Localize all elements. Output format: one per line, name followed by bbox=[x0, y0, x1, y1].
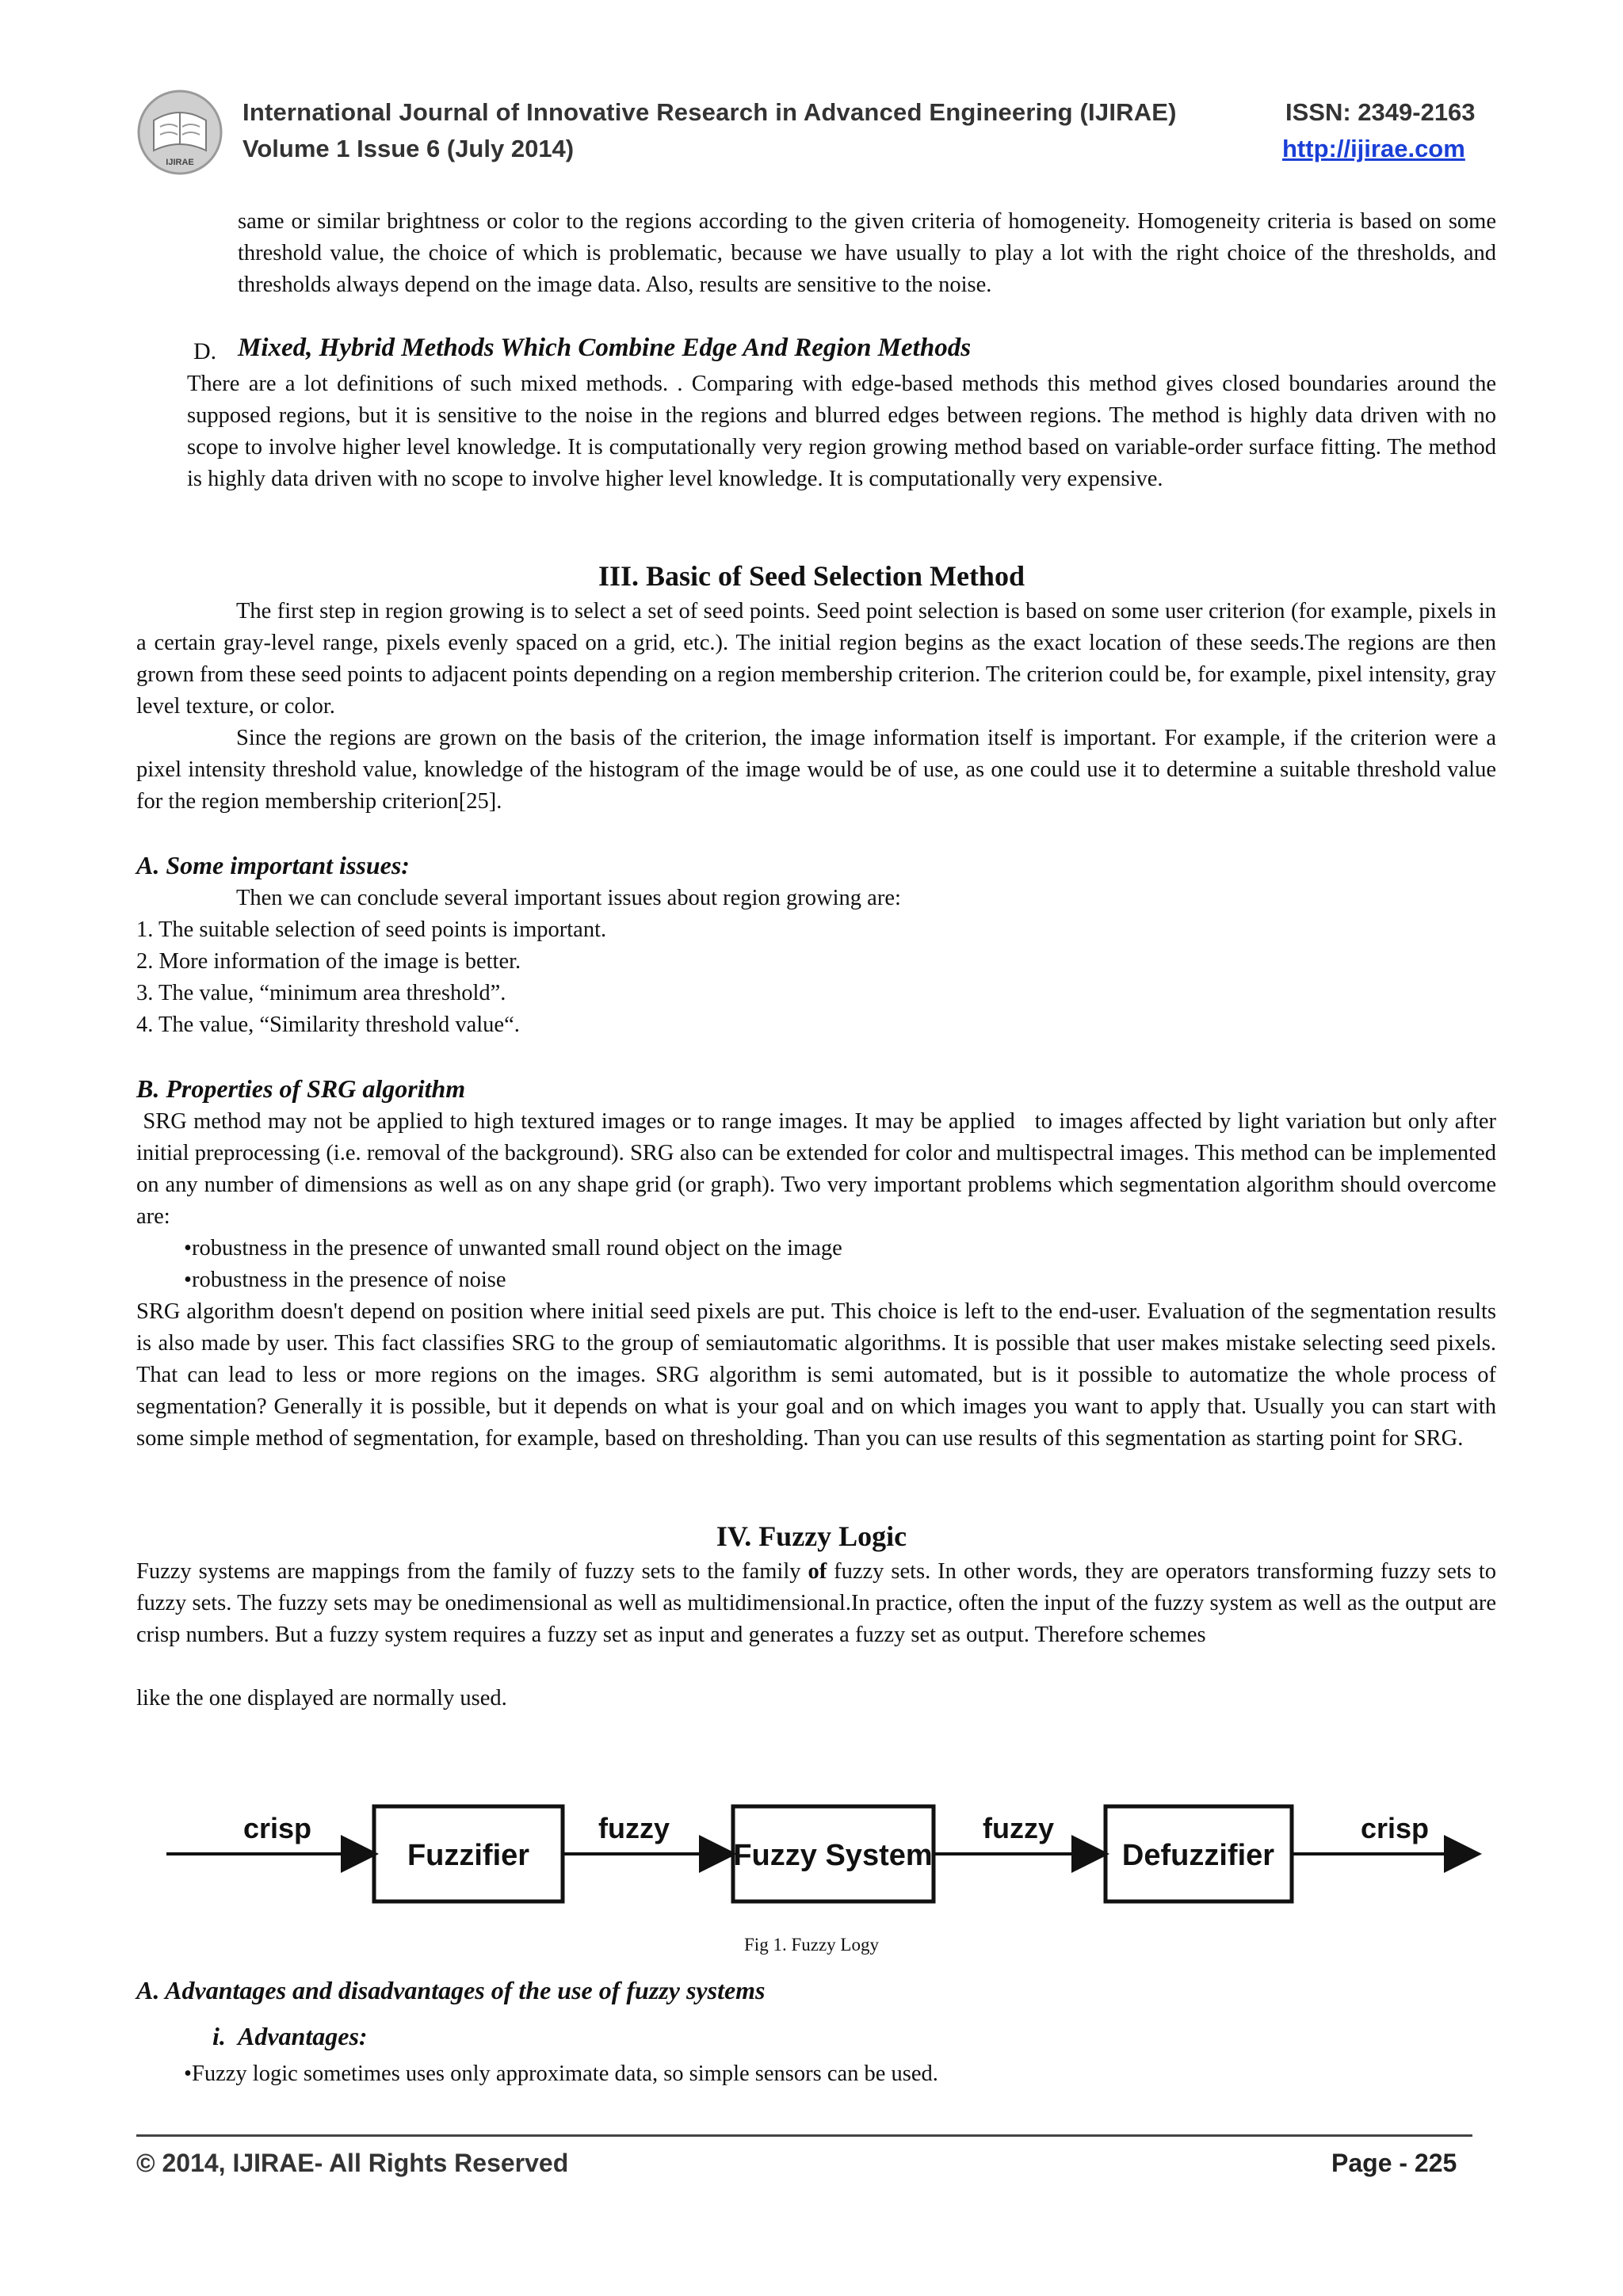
section-4-paragraph-2: like the one displayed are normally used. bbox=[136, 1686, 507, 1711]
advantage-bullet-1-text: Fuzzy logic sometimes uses only approximate data, so simple sensors can be used. bbox=[192, 2061, 938, 2086]
advantages-title: Advantages: bbox=[238, 2022, 368, 2050]
arrow-label-crisp-out: crisp bbox=[1360, 1812, 1430, 1844]
advantage-bullet-1 bbox=[136, 2058, 938, 2090]
arrow-label-fuzzy-1: fuzzy bbox=[598, 1812, 670, 1844]
section-3-title: III. Basic of Seed Selection Method bbox=[598, 560, 1025, 592]
journal-issn: ISSN: 2349-2163 bbox=[1285, 98, 1476, 126]
arrow-label-crisp-in: crisp bbox=[242, 1812, 312, 1844]
section-d-text: There are a lot definitions of such mixed methods. . Comparing with edge-based methods this method gives closed boundaries around the supposed regions, but it is sensitive to the noise in the regions and blurred edges between regions. The method is highly data driven with no scope to involve higher level knowledge. It is computationally very region growing method based on variable-order surface fitting. The method is highly data driven with no scope to involve higher level knowledge. It is computationally very expensive. bbox=[187, 372, 1496, 491]
bullet-dot-icon: • bbox=[184, 2061, 192, 2086]
section-3-paragraph-1: The first step in region growing is to select a set of seed points. Seed point selection is based on some user criterion (for example, pixels in a certain gray-level range, pixels evenly spaced on a grid, etc.). The initial region begins as the exact location of these seeds.The regions are then grown from these seed points to adjacent points depending on a region membership criterion. The criterion could be, for example, pixel intensity, gray level texture, or color. bbox=[136, 599, 1496, 719]
footer-copyright: © 2014, IJIRAE- All Rights Reserved bbox=[136, 2149, 569, 2177]
srg-bullet-2-text: robustness in the presence of noise bbox=[192, 1268, 506, 1292]
section-4-title: IV. Fuzzy Logic bbox=[716, 1520, 907, 1552]
figure-caption: Fig 1. Fuzzy Logy bbox=[744, 1935, 879, 1955]
bullet-dot-icon: • bbox=[184, 1268, 192, 1292]
section-3-paragraph-2: Since the regions are grown on the basis of the criterion, the image information itself is important. For example, if the criterion were a pixel intensity threshold value, knowledge of the histogram of the image would be of use, as one could use it to determine a suitable threshold value for the region membership criterion[25]. bbox=[136, 726, 1496, 814]
section-3a-title: A. Some important issues: bbox=[136, 851, 410, 879]
section-4-paragraph-1 bbox=[136, 1556, 1496, 1651]
journal-title: International Journal of Innovative Research in Advanced Engineering (IJIRAE) bbox=[242, 98, 1177, 126]
section-d-label: D. bbox=[193, 338, 217, 364]
paragraph-homogeneity: same or similar brightness or color to the regions according to the given criteria of homogeneity. Homogeneity criteria is based on some threshold value, the choice of which is problematic, because we have usually to play a lot with the right choice of the thresholds, and thresholds always depend on the image data. Also, results are sensitive to the noise. bbox=[238, 209, 1496, 297]
section-3b-paragraph-1: SRG method may not be applied to high textured images or to range images. It may be applied to images affected by light variation but only after initial preprocessing (i.e. removal of the background). SRG also can be extended for color and multispectral images. This method can be implemented on any number of dimensions as well as on any shape grid (or graph). Two very important problems which segmentation algorithm should overcome are: bbox=[136, 1109, 1503, 1229]
section-4a-title: A. Advantages and disadvantages of the use of fuzzy systems bbox=[136, 1976, 766, 2004]
logo-text: IJIRAE bbox=[166, 158, 194, 167]
issue-item-4: 4. The value, “Similarity threshold value“. bbox=[136, 1013, 520, 1037]
section-4-p1-end: fuzzy sets. In other words, they are operators transforming fuzzy sets to fuzzy sets. The fuzzy sets may be onedimensional as well as multidimensional.In practice, often the input of the fuzzy system as well as the output are crisp numbers. But a fuzzy system requires a fuzzy set as input and generates a fuzzy set as output. Therefore schemes bbox=[136, 1559, 1496, 1647]
advantages-label: i. bbox=[212, 2022, 226, 2050]
section-3b-paragraph-2: SRG algorithm doesn't depend on position where initial seed pixels are put. This choice is left to the end-user. Evaluation of the segmentation results is also made by user. This fact classifies SRG to the group of semiautomatic algorithms. It is possible that user makes mistake selecting seed pixels. That can lead to less or more regions on the images. SRG algorithm is semi automated, but is it possible to automatize the whole process of segmentation? Generally it is possible, but it depends on what is your goal and on which images you want to apply that. Usually you can start with some simple method of segmentation, for example, based on thresholding. Than you can use results of this segmentation as starting point for SRG. bbox=[136, 1299, 1496, 1451]
fuzzifier-label: Fuzzifier bbox=[407, 1839, 530, 1872]
section-d-title: Mixed, Hybrid Methods Which Combine Edge And Region Methods bbox=[238, 334, 972, 362]
section-3b-title: B. Properties of SRG algorithm bbox=[136, 1074, 466, 1103]
journal-logo bbox=[136, 89, 223, 176]
footer-divider bbox=[136, 2134, 1472, 2137]
section-4-p1-bold: of bbox=[808, 1559, 827, 1584]
journal-volume: Volume 1 Issue 6 (July 2014) bbox=[242, 135, 575, 162]
fuzzy-logic-diagram bbox=[166, 1775, 1482, 1917]
section-4-p1-start: Fuzzy systems are mappings from the family of fuzzy sets to the family bbox=[136, 1559, 808, 1584]
issue-item-1: 1. The suitable selection of seed points is important. bbox=[136, 917, 607, 942]
srg-bullet-2 bbox=[136, 1264, 506, 1296]
section-3a-intro: Then we can conclude several important issues about region growing are: bbox=[236, 886, 901, 910]
bullet-dot-icon: • bbox=[184, 1236, 192, 1261]
journal-url-link[interactable]: http://ijirae.com bbox=[1282, 135, 1465, 162]
issue-item-2: 2. More information of the image is better. bbox=[136, 949, 521, 974]
footer-page-number: Page - 225 bbox=[1331, 2149, 1457, 2177]
defuzzifier-label: Defuzzifier bbox=[1121, 1839, 1275, 1872]
arrow-label-fuzzy-2: fuzzy bbox=[983, 1812, 1054, 1844]
issue-item-3: 3. The value, “minimum area threshold”. bbox=[136, 981, 506, 1005]
srg-bullet-1-text: robustness in the presence of unwanted small round object on the image bbox=[192, 1236, 842, 1261]
srg-bullet-1 bbox=[136, 1233, 842, 1264]
fuzzy-system-label: Fuzzy System bbox=[733, 1839, 933, 1872]
